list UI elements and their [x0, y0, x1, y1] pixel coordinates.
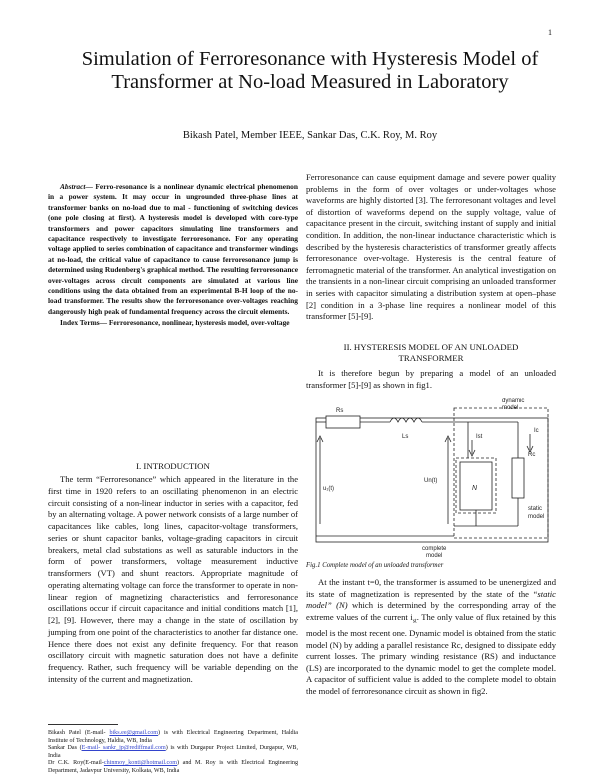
label-ls: Ls — [402, 434, 409, 440]
footnote-2 — [48, 745, 298, 760]
label-complete-model: model — [426, 553, 443, 558]
footnote-1-text-a: Bikash Patel (E-mail- — [48, 730, 110, 736]
paper-title: Simulation of Ferroresonance with Hysteresis Model of Transformer at No-load Measured in Laboratory — [81, 48, 539, 93]
label-n: N — [472, 485, 478, 492]
paragraph3-part-c: . The only value of flux retained by this model is the most recent one. Dynamic model is obtained from the static model (N) by adding a parallel resistance Rc, designed to dissipate eddy current losses. The primary winding resistance (RS) and inductance (LS) are incorporated to the dynamic model to get the complete model. A capacitor of sufficient value is added to the complete model to obtain the model of ferroresonance circuit as shown in fig2. — [306, 611, 556, 697]
label-dynamic-model: model — [502, 405, 519, 411]
footnote-2-email-link[interactable]: E-mail- sankr_jp@rediffmail.com — [81, 745, 166, 752]
footnote-2-text-b: ) is with Durgapur Project Limited, Durgapur, WB, India — [48, 745, 298, 759]
paragraph3-subscript: st — [412, 618, 417, 625]
inductor-ls-symbol — [390, 418, 422, 422]
label-static-model: model — [528, 514, 545, 520]
label-rc: Rc — [528, 452, 536, 458]
label-static: static — [528, 506, 543, 512]
abstract — [48, 182, 298, 317]
paragraph-static-model — [306, 577, 556, 698]
section-heading-hysteresis: II. HYSTERESIS MODEL OF AN UNLOADED TRANSFORMER — [343, 342, 519, 363]
label-un: Un(t) — [424, 478, 438, 484]
index-terms — [48, 318, 298, 328]
page-number: 1 — [548, 28, 552, 37]
paragraph3-emphasis: static model” (N) — [306, 588, 556, 611]
label-ist: Ist — [476, 434, 483, 440]
introduction-body — [48, 474, 298, 686]
footnote-1-email-link[interactable]: biks.ee@gmail.com — [109, 730, 159, 736]
label-u1: u₁(t) — [323, 486, 335, 492]
author-list: Bikash Patel, Member IEEE, Sankar Das, C.K. Roy, M. Roy — [182, 130, 438, 141]
label-complete: complete — [422, 546, 447, 552]
footnotes — [48, 730, 298, 776]
abstract-text: Ferro-resonance is a nonlinear dynamic electrical phenomenon in a power system. It may occur in ungrounded three-phase lines at transformer banks on no-load due to mal - functioning of switching devices (one pole closing at first). A hysteresis model is developed with core-type transformers and power capacitors simulating line transformers and capacitance respectively to investigate ferroresonance. For any operating voltage applied to series combination of capacitance and transformer windings at no-load, the critical value of capacitance to cause ferroresonance jump is determined using Rudenberg's graphical method. The resulting ferroresonance over-voltages across circuit components are simulated at various line conditions using the data obtained from an experimental B-H loop of the no-load transformer. The results show the ferroresonance over-voltages reaching dangerously high peak of fundamental frequency across the circuit elements. — [48, 182, 298, 316]
paragraph-model-intro: It is therefore begun by preparing a model of an unloaded transformer [5]-[9] as shown in fig1. — [306, 368, 556, 390]
resistor-rc-symbol — [512, 458, 524, 498]
footnote-1-text-b: ) is with Electrical Engineering Department, Haldia Institute of Technology, Haldia, WB, India — [48, 730, 298, 744]
index-terms-text: Ferroresonance, nonlinear, hysteresis model, over-voltage — [108, 318, 290, 327]
figure-transformer-model — [306, 398, 556, 558]
footnote-3-text-b: ) and M. Roy is with Electrical Engineering Department, Jadavpur University, Kolkata, WB, India — [48, 760, 298, 774]
label-dynamic: dynamic — [502, 398, 525, 404]
introduction-paragraph: The term “Ferroresonance” which appeared in the literature in the first time in 1920 refers to an oscillating phenomenon in an electric circuit consisting of a non-linear inductor in series with a capacitor, fed by an alternating voltage. A power network consists of a large number of capacitances like cables, long lines, capacitor-voltage transformers, series or shunt capacitor banks, voltage-grading capacitors in circuit breakers, metal clad substations as well as saturable inductors in the form of power transformers, voltage measurement inductive transformers (VT) and shunt reactors. Appropriate magnitude of operating alternating voltage can force the transformer to operate in non-linear region of magnetizing characteristics and ferroresonance oscillations occur if circuit capacitance and initial conditions match [1], [2], [9]. However, there may a change in the state of oscillation by jumping from one point of the characteristics to another far distance one. Hence there does not exist any definite frequency. For that reason oscillatory circuit with magnetic saturation does not have a definite frequency. Rather, such frequency will be variable depending on the intensity of the current and magnetization. — [48, 474, 298, 684]
paragraph3-part-b: which is determined by the corresponding array of the extreme values of the current i — [306, 600, 556, 622]
label-rs: Rs — [336, 408, 344, 414]
footnote-3 — [48, 760, 298, 775]
footnote-3-email-link[interactable]: chinmoy_konti@hotmail.com — [103, 760, 178, 767]
paragraph3-part-a: At the instant t=0, the transformer is assumed to be unenergized and its state of magnetization is represented by the state of the “ — [306, 577, 556, 599]
figure-caption: Fig.1 Complete model of an unloaded transformer — [306, 562, 444, 569]
right-column-paragraph-1 — [306, 172, 556, 323]
footnote-rule — [48, 724, 118, 725]
paragraph-ferroresonance-effects: Ferroresonance can cause equipment damage and severe power quality problems in the form of over voltages or under-voltages whose waveforms are highly distorted [3]. The ferroresonant voltages and level of distortion of waveforms depend on the supply voltage, value of capacitance present in the circuit, switching instant of supply and initial condition. In addition, the non-linear inductance characteristic which is described by the hysteresis characteristics of transformer greatly affects ferroresonance over-voltage. Hysteresis is the central feature of ferromagnetic material of the transformer. An analytical investigation on the transients in a non-linear circuit comprising an unloaded transformer in series with capacitor simulating a distribution system at open–phase [2] condition in a 3-phase line requires a nonlinear model of this transformer [5]-[9]. — [306, 172, 556, 322]
resistor-rs-symbol — [326, 416, 360, 428]
footnote-3-text-a: Dr C.K. Roy(E-mail- — [48, 760, 104, 767]
abstract-label: Abstract— — [60, 182, 93, 191]
label-ic: Ic — [534, 428, 539, 434]
right-column-paragraph-2 — [306, 368, 556, 391]
footnote-1 — [48, 730, 298, 745]
index-terms-label: Index Terms— — [60, 318, 108, 327]
footnote-2-text-a: Sankar Das ( — [48, 745, 82, 752]
right-column-paragraph-3 — [306, 577, 556, 698]
section-heading-introduction: I. INTRODUCTION — [136, 461, 210, 471]
